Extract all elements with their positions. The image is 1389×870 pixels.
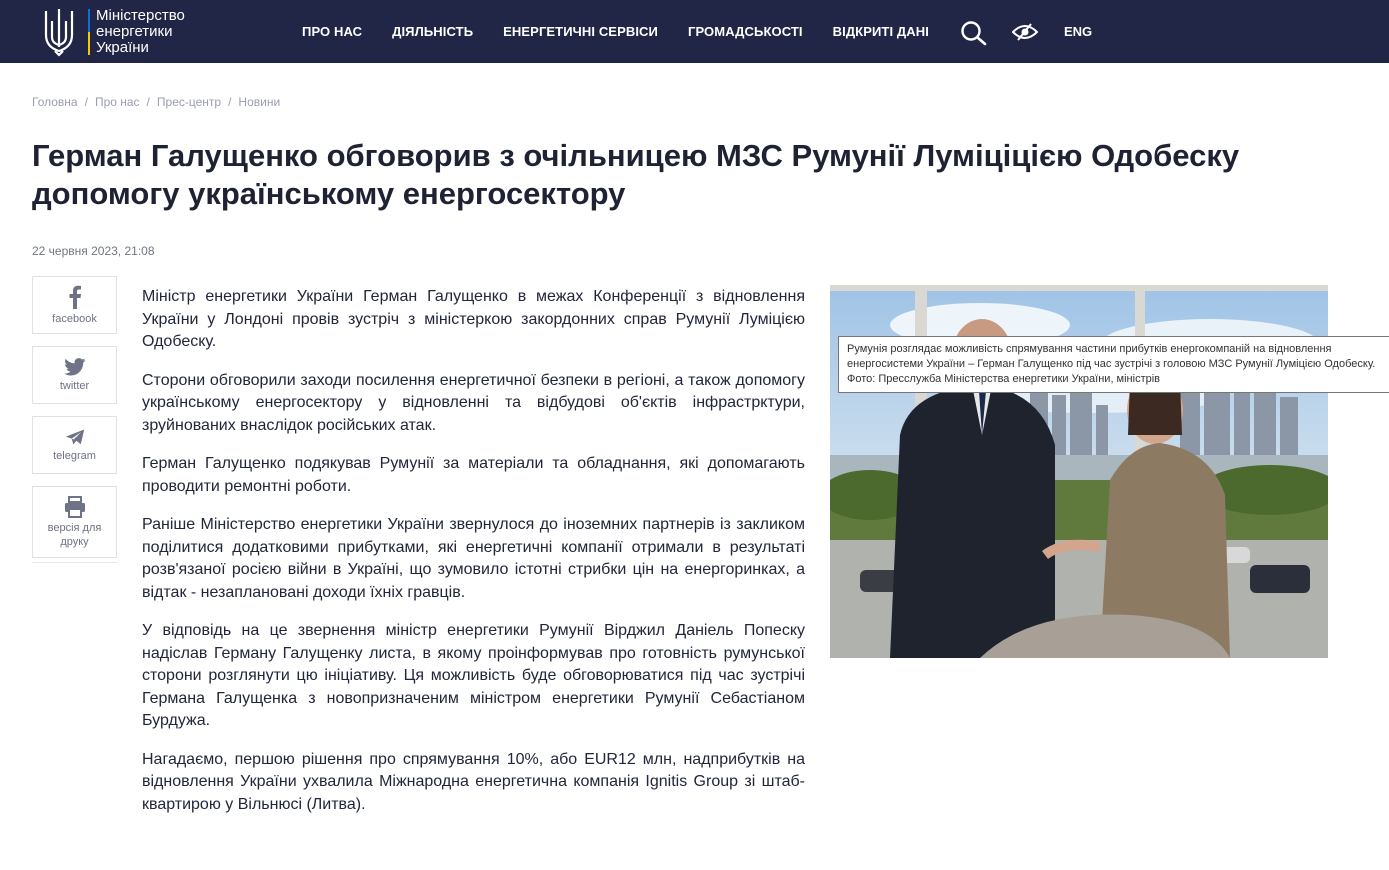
breadcrumb-news[interactable]: Новини	[238, 95, 281, 109]
twitter-icon	[64, 358, 86, 376]
breadcrumb-home[interactable]: Головна	[32, 95, 78, 109]
print-version-button[interactable]	[32, 486, 117, 558]
article-title: Герман Галущенко обговорив з очільницею МЗС Румунії Луміціцією Одобеску допомогу українському енергосектору	[32, 138, 1240, 211]
breadcrumb-about[interactable]: Про нас	[94, 95, 140, 109]
accessibility-icon[interactable]	[1012, 22, 1038, 42]
article-paragraph: Раніше Міністерство енергетики України звернулося до іноземних партнерів із закликом поділитися додатковими прибутками, які енергетичні компанії отримали в результаті розв'язаної росією війни в Україні, що зумовило істотні стрибки цін на енергоринках, а відтак - незаплановані доходи їхніх гравців.	[142, 516, 805, 601]
logo-line: України	[96, 39, 149, 56]
photo-tooltip: Румунія розглядає можливість спрямування частини прибутків енергокомпаній на відновлення енергосистеми України – Герман Галущенко під час зустрічі з головою МЗС Румунії Луміцією Одобеску. Фото: Пресслужба Міністерства енергетики України, міністрів	[838, 336, 1389, 393]
breadcrumb-separator: /	[146, 95, 150, 109]
facebook-icon	[68, 285, 82, 309]
logo-text	[96, 8, 185, 56]
logo-flag-bar	[88, 9, 90, 55]
article-paragraph: Нагадаємо, першою рішення про спрямування 10%, або EUR12 млн, надприбутків на відновлення України ухвалила Міжнародна енергетична компанія Ignitis Group зі штаб-квартирою у Вільнюсі (Литва).	[142, 750, 805, 813]
nav-about[interactable]: ПРО НАС	[302, 24, 363, 39]
breadcrumb-separator: /	[228, 95, 232, 109]
share-divider	[32, 562, 117, 563]
trident-icon	[42, 7, 76, 57]
share-label: facebook	[52, 312, 97, 325]
share-twitter-button[interactable]	[32, 346, 117, 404]
share-telegram-button[interactable]	[32, 416, 117, 474]
search-icon[interactable]	[960, 20, 988, 46]
telegram-icon	[65, 428, 85, 446]
share-label: twitter	[59, 379, 90, 392]
share-label: telegram	[53, 449, 96, 462]
share-label: версія для друку	[47, 521, 102, 548]
article-paragraph: Герман Галущенко подякував Румунії за матеріали та обладнання, які допомагають проводити ремонтні роботи.	[142, 455, 805, 495]
breadcrumb	[32, 95, 280, 109]
article-paragraph: У відповідь на це звернення міністр енергетики Румунії Вірджил Даніель Попеску надіслав Герману Галущенку листа, в якому проінформував про готовність румунської сторони розглянути цю ініціативу. Ця можливість буде обговорюватися під час зустрічі Германа Галущенка з новопризначеним міністром енергетики Румунії Себастіаном Бурдужа.	[142, 622, 805, 729]
breadcrumb-separator: /	[84, 95, 88, 109]
nav-open-data[interactable]: ВІДКРИТІ ДАНІ	[832, 24, 929, 39]
share-facebook-button[interactable]	[32, 276, 117, 334]
site-header	[0, 0, 1389, 63]
main-nav	[302, 0, 959, 63]
logo-line: Міністерство	[96, 7, 185, 24]
print-icon	[64, 496, 86, 518]
nav-energy-services[interactable]: ЕНЕРГЕТИЧНІ СЕРВІСИ	[503, 24, 658, 39]
article-date: 22 червня 2023, 21:08	[32, 244, 155, 258]
logo-line: енергетики	[96, 23, 173, 40]
ministry-logo[interactable]	[42, 7, 185, 57]
nav-public[interactable]: ГРОМАДСЬКОСТІ	[687, 24, 803, 39]
article-paragraph: Міністр енергетики України Герман Галущенко в межах Конференції з відновлення України у Лондоні провів зустріч з міністеркою закордонних справ Румунії Луміцією Одобеску.	[142, 288, 805, 350]
article-body	[142, 286, 805, 832]
breadcrumb-press-center[interactable]: Прес-центр	[156, 95, 222, 109]
share-panel	[32, 276, 117, 570]
article-paragraph: Сторони обговорили заходи посилення енергетичної безпеки в регіоні, а також допомогу українському енергосектору у відновленні та відбудові об'єктів інфрастрктури, зруйнованих внаслідок російських атак.	[142, 371, 805, 434]
nav-activity[interactable]: ДІЯЛЬНІСТЬ	[392, 24, 474, 39]
language-switch[interactable]: ENG	[1064, 24, 1093, 39]
